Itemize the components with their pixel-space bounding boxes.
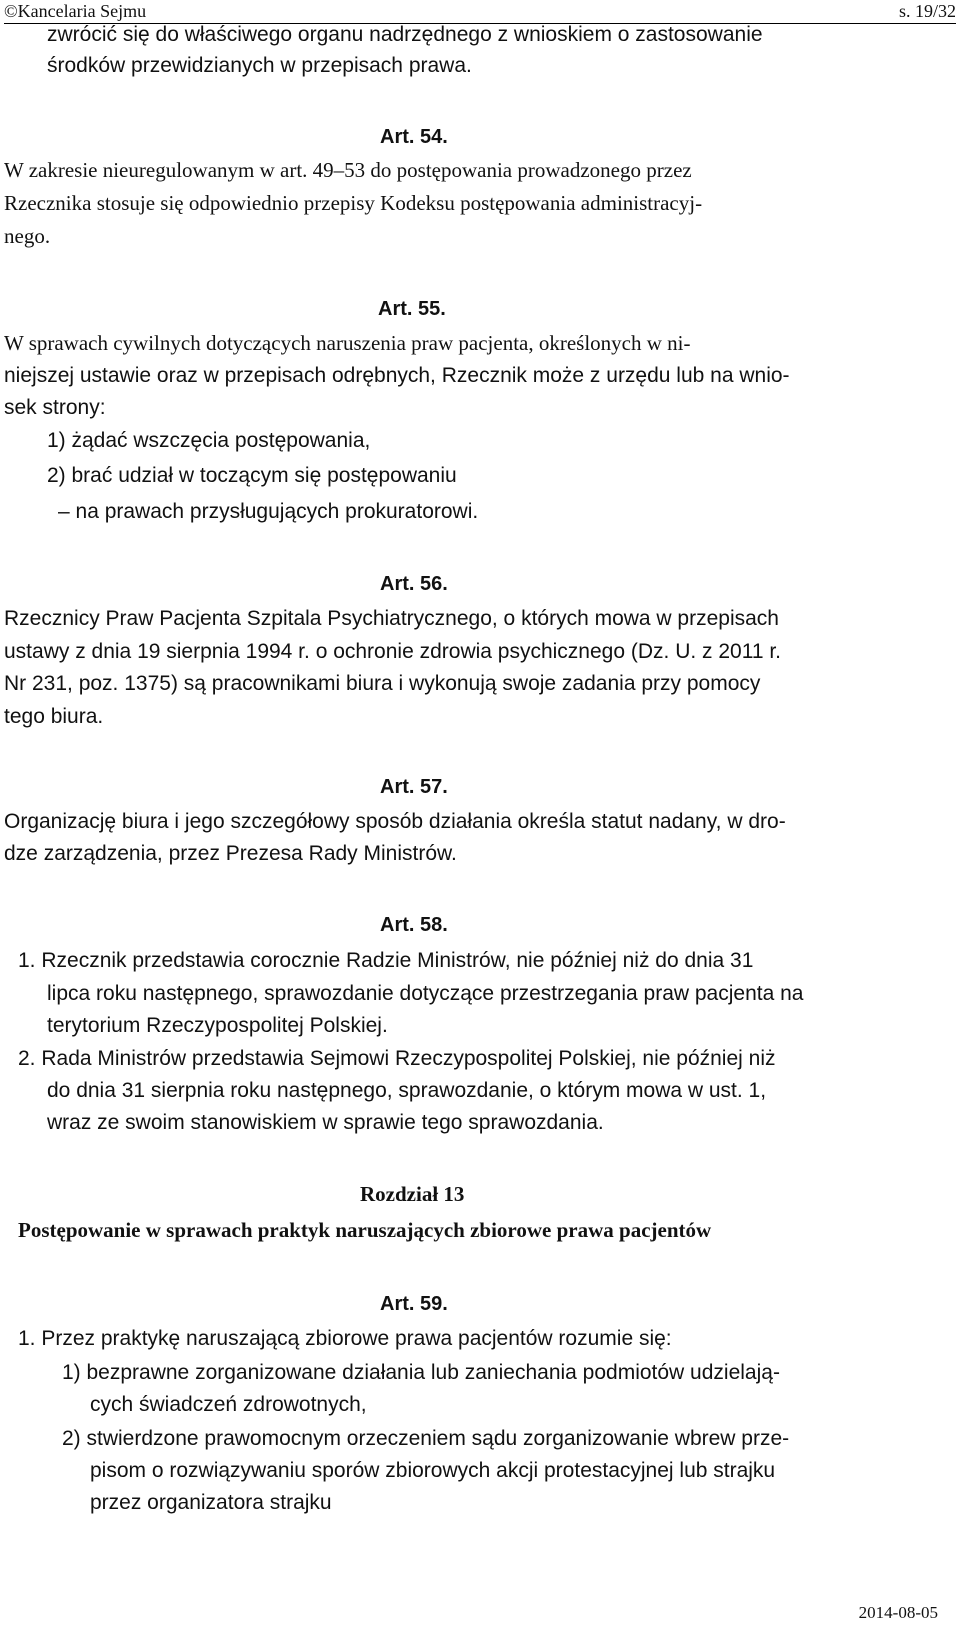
text-line: terytorium Rzeczypospolitej Polskiej. [47, 1014, 388, 1037]
header-publisher: ©Kancelaria Sejmu [4, 1, 147, 21]
list-item: 2) stwierdzone prawomocnym orzeczeniem sądu zorganizowanie wbrew prze- [62, 1427, 790, 1450]
chapter-title: Postępowanie w sprawach praktyk naruszających zbiorowe prawa pacjentów [18, 1218, 712, 1242]
list-item: 1) żądać wszczęcia postępowania, [47, 429, 371, 452]
text-line: lipca roku następnego, sprawozdanie dotyczące przestrzegania praw pacjenta na [47, 982, 804, 1005]
text-line: ustawy z dnia 19 sierpnia 1994 r. o ochronie zdrowia psychicznego (Dz. U. z 2011 r. [4, 640, 782, 663]
article-heading: Art. 56. [380, 573, 448, 595]
article-heading: Art. 59. [380, 1293, 448, 1315]
text-line: cych świadczeń zdrowotnych, [90, 1393, 367, 1416]
text-line: 1. Przez praktykę naruszającą zbiorowe prawa pacjentów rozumie się: [18, 1327, 672, 1350]
text-line: – na prawach przysługujących prokuratorowi. [58, 500, 479, 523]
footer-date: 2014-08-05 [858, 1603, 938, 1622]
text-line: przez organizatora strajku [90, 1491, 332, 1514]
article-heading: Art. 55. [378, 298, 446, 320]
article-heading: Art. 57. [380, 776, 448, 798]
text-line: do dnia 31 sierpnia roku następnego, sprawozdanie, o którym mowa w ust. 1, [47, 1079, 767, 1102]
text-line: 2. Rada Ministrów przedstawia Sejmowi Rzeczypospolitej Polskiej, nie później niż [18, 1047, 776, 1070]
text-line: zwrócić się do właściwego organu nadrzędnego z wnioskiem o zastosowanie [47, 23, 763, 46]
chapter-number: Rozdział 13 [360, 1182, 465, 1206]
text-line: tego biura. [4, 705, 104, 728]
text-line: wraz ze swoim stanowiskiem w sprawie tego sprawozdania. [47, 1111, 604, 1134]
text-line: 1. Rzecznik przedstawia corocznie Radzie Ministrów, nie później niż do dnia 31 [18, 949, 754, 972]
text-line: sek strony: [4, 396, 106, 419]
header-page-number: s. 19/32 [898, 1, 956, 21]
text-line: Nr 231, poz. 1375) są pracownikami biura i wykonują swoje zadania przy pomocy [4, 672, 761, 695]
article-heading: Art. 58. [380, 914, 448, 936]
text-line: pisom o rozwiązywaniu sporów zbiorowych akcji protestacyjnej lub strajku [90, 1459, 776, 1482]
list-item: 2) brać udział w toczącym się postępowaniu [47, 464, 457, 487]
text-line: niejszej ustawie oraz w przepisach odrębnych, Rzecznik może z urzędu lub na wnio- [4, 364, 790, 387]
text-line: W zakresie nieuregulowanym w art. 49–53 do postępowania prowadzonego przez [4, 158, 692, 182]
text-line: Rzecznika stosuje się odpowiednio przepisy Kodeksu postępowania administracyj- [4, 191, 703, 215]
text-line: nego. [4, 224, 51, 248]
list-item: 1) bezprawne zorganizowane działania lub zaniechania podmiotów udzielają- [62, 1361, 780, 1384]
text-line: Rzecznicy Praw Pacjenta Szpitala Psychiatrycznego, o których mowa w przepisach [4, 607, 779, 630]
text-line: dze zarządzenia, przez Prezesa Rady Ministrów. [4, 842, 457, 865]
text-line: Organizację biura i jego szczegółowy sposób działania określa statut nadany, w dro- [4, 810, 786, 833]
text-line: W sprawach cywilnych dotyczących naruszenia praw pacjenta, określonych w ni- [4, 331, 691, 355]
text-line: środków przewidzianych w przepisach prawa. [47, 54, 472, 77]
article-heading: Art. 54. [380, 126, 448, 148]
